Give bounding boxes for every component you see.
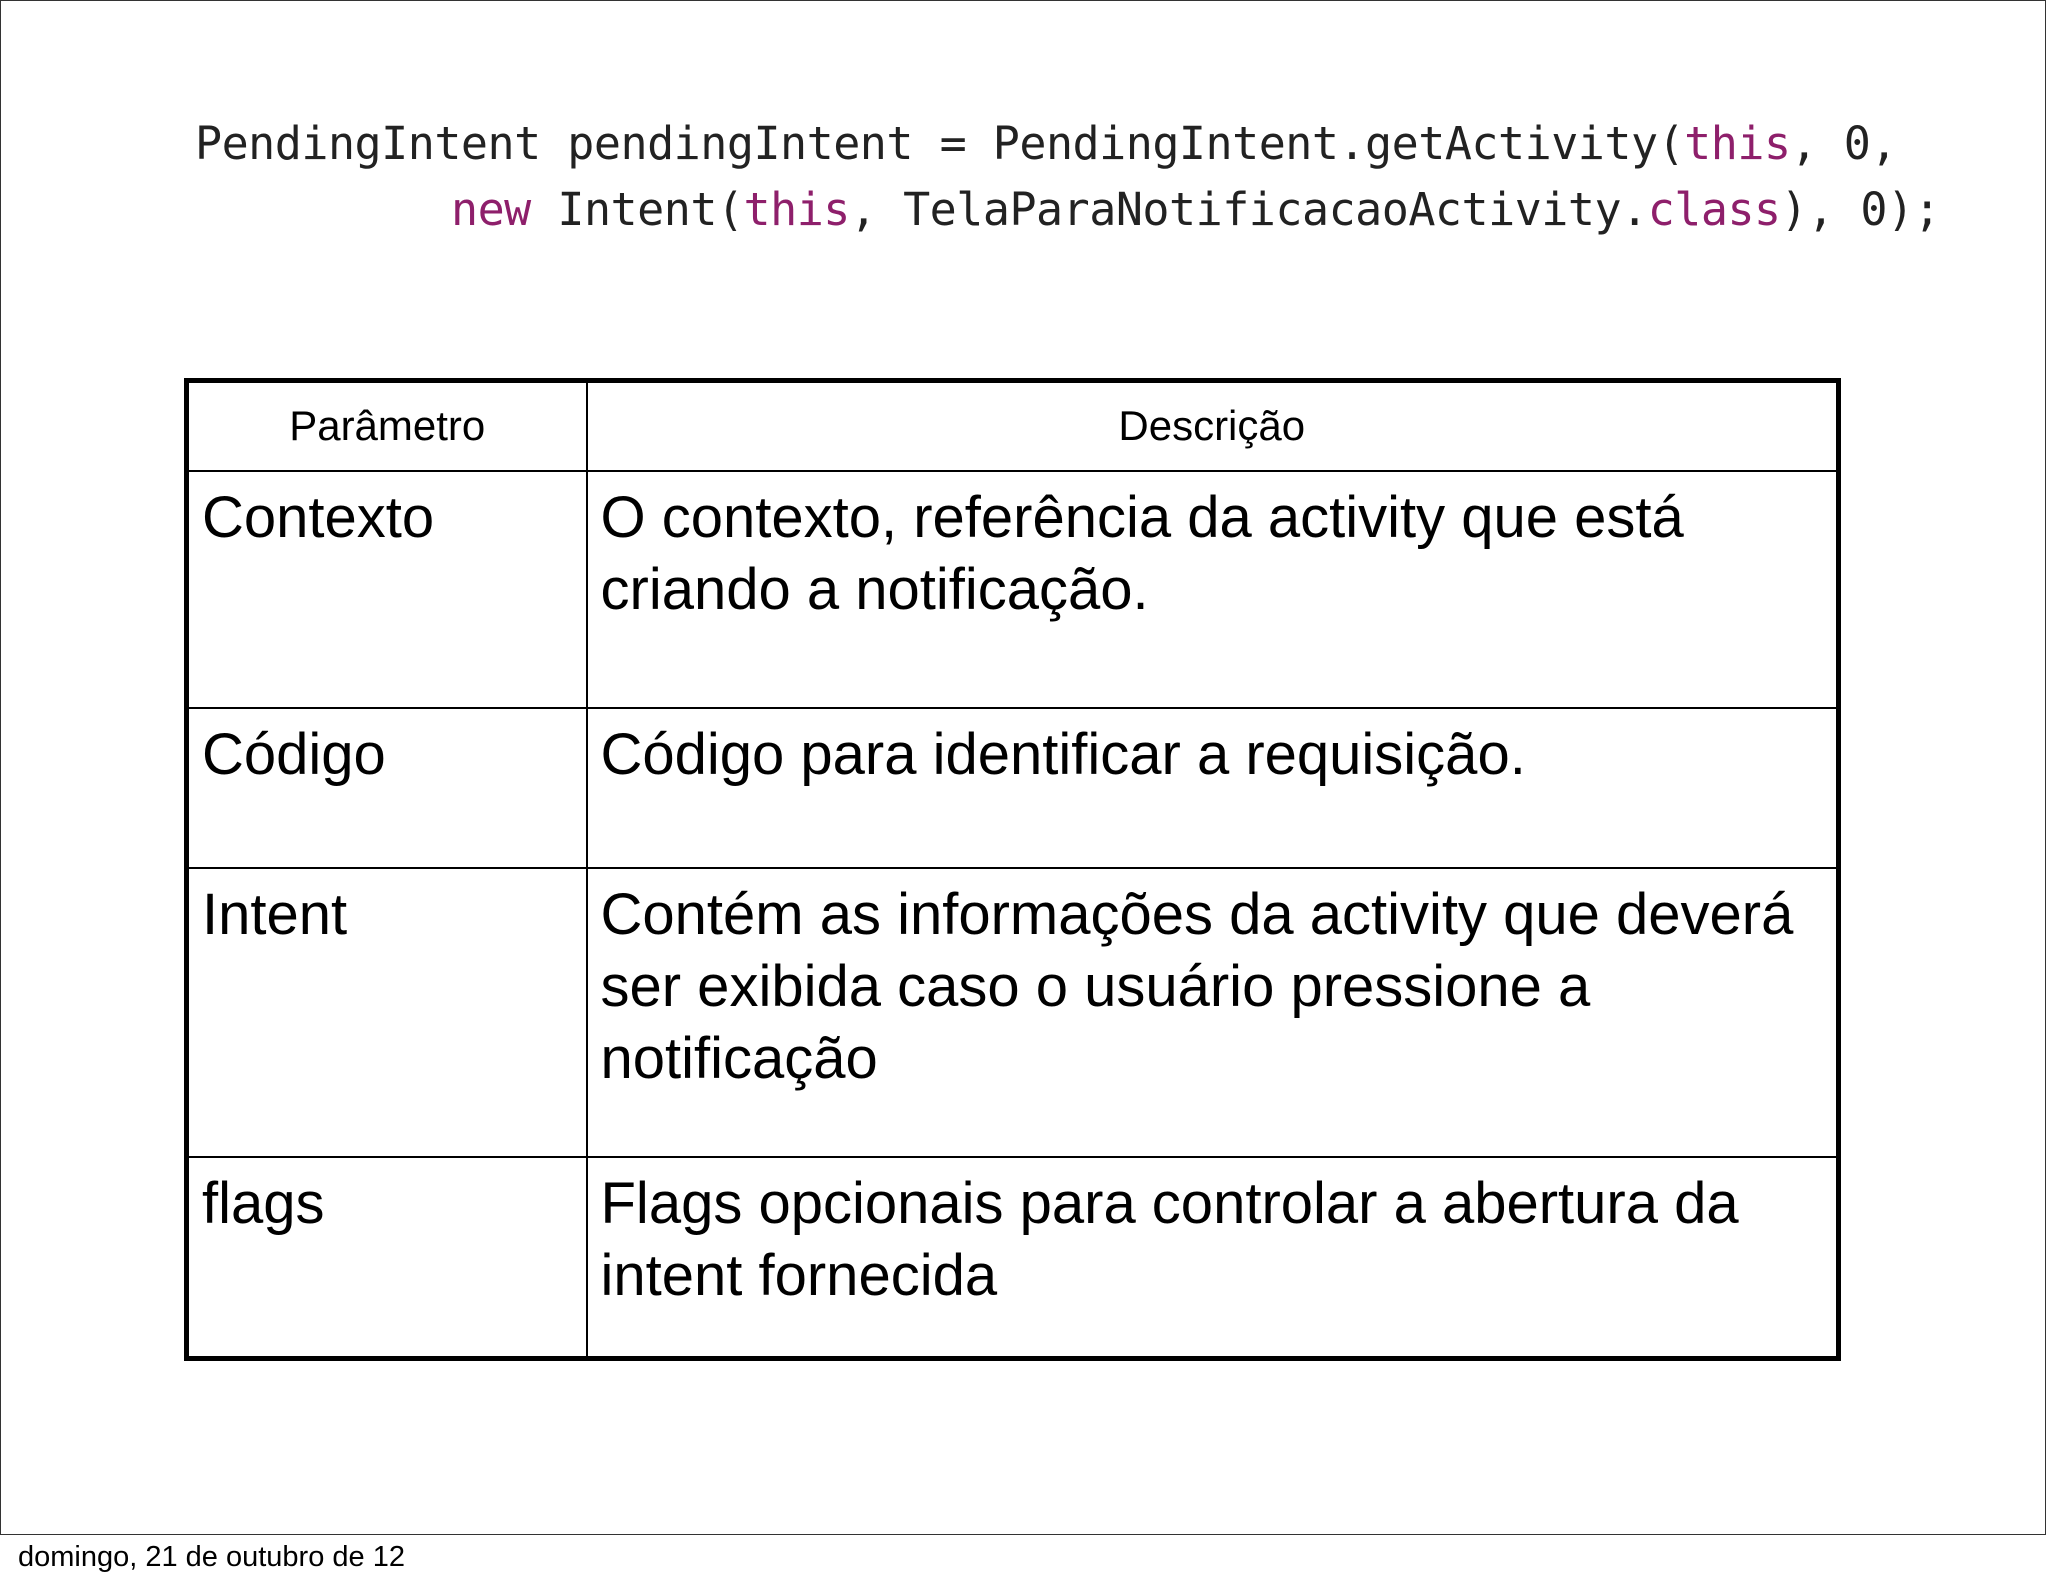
header-parametro: Parâmetro <box>187 381 587 471</box>
param-cell: Contexto <box>187 471 587 708</box>
table-row <box>187 1157 1839 1359</box>
description-cell: Código para identificar a requisição. <box>587 708 1839 868</box>
description-cell: Contém as informações da activity que deverá ser exibida caso o usuário pressione a notificação <box>587 868 1839 1157</box>
header-descricao: Descrição <box>587 381 1839 471</box>
code-text: Intent( <box>530 183 744 236</box>
param-cell: Intent <box>187 868 587 1157</box>
code-keyword: new <box>451 183 531 236</box>
param-cell: Código <box>187 708 587 868</box>
parameters-table <box>184 378 1841 1361</box>
param-cell: flags <box>187 1157 587 1359</box>
code-line-2 <box>451 177 1940 243</box>
table-row <box>187 868 1839 1157</box>
description-cell: Flags opcionais para controlar a abertura da intent fornecida <box>587 1157 1839 1359</box>
code-keyword: this <box>743 183 850 236</box>
code-text: PendingIntent pendingIntent = PendingIntent.getActivity( <box>195 117 1685 170</box>
table-row <box>187 708 1839 868</box>
code-keyword: class <box>1647 183 1781 236</box>
code-text: , 0, <box>1790 117 1897 170</box>
code-keyword: this <box>1684 117 1791 170</box>
table-row <box>187 471 1839 708</box>
code-line-1 <box>195 111 1897 177</box>
footer-date: domingo, 21 de outubro de 12 <box>18 1541 405 1573</box>
code-text: , TelaParaNotificacaoActivity. <box>849 183 1648 236</box>
table-header-row <box>187 381 1839 471</box>
description-cell: O contexto, referência da activity que está criando a notificação. <box>587 471 1839 708</box>
code-text: ), 0); <box>1780 183 1941 236</box>
